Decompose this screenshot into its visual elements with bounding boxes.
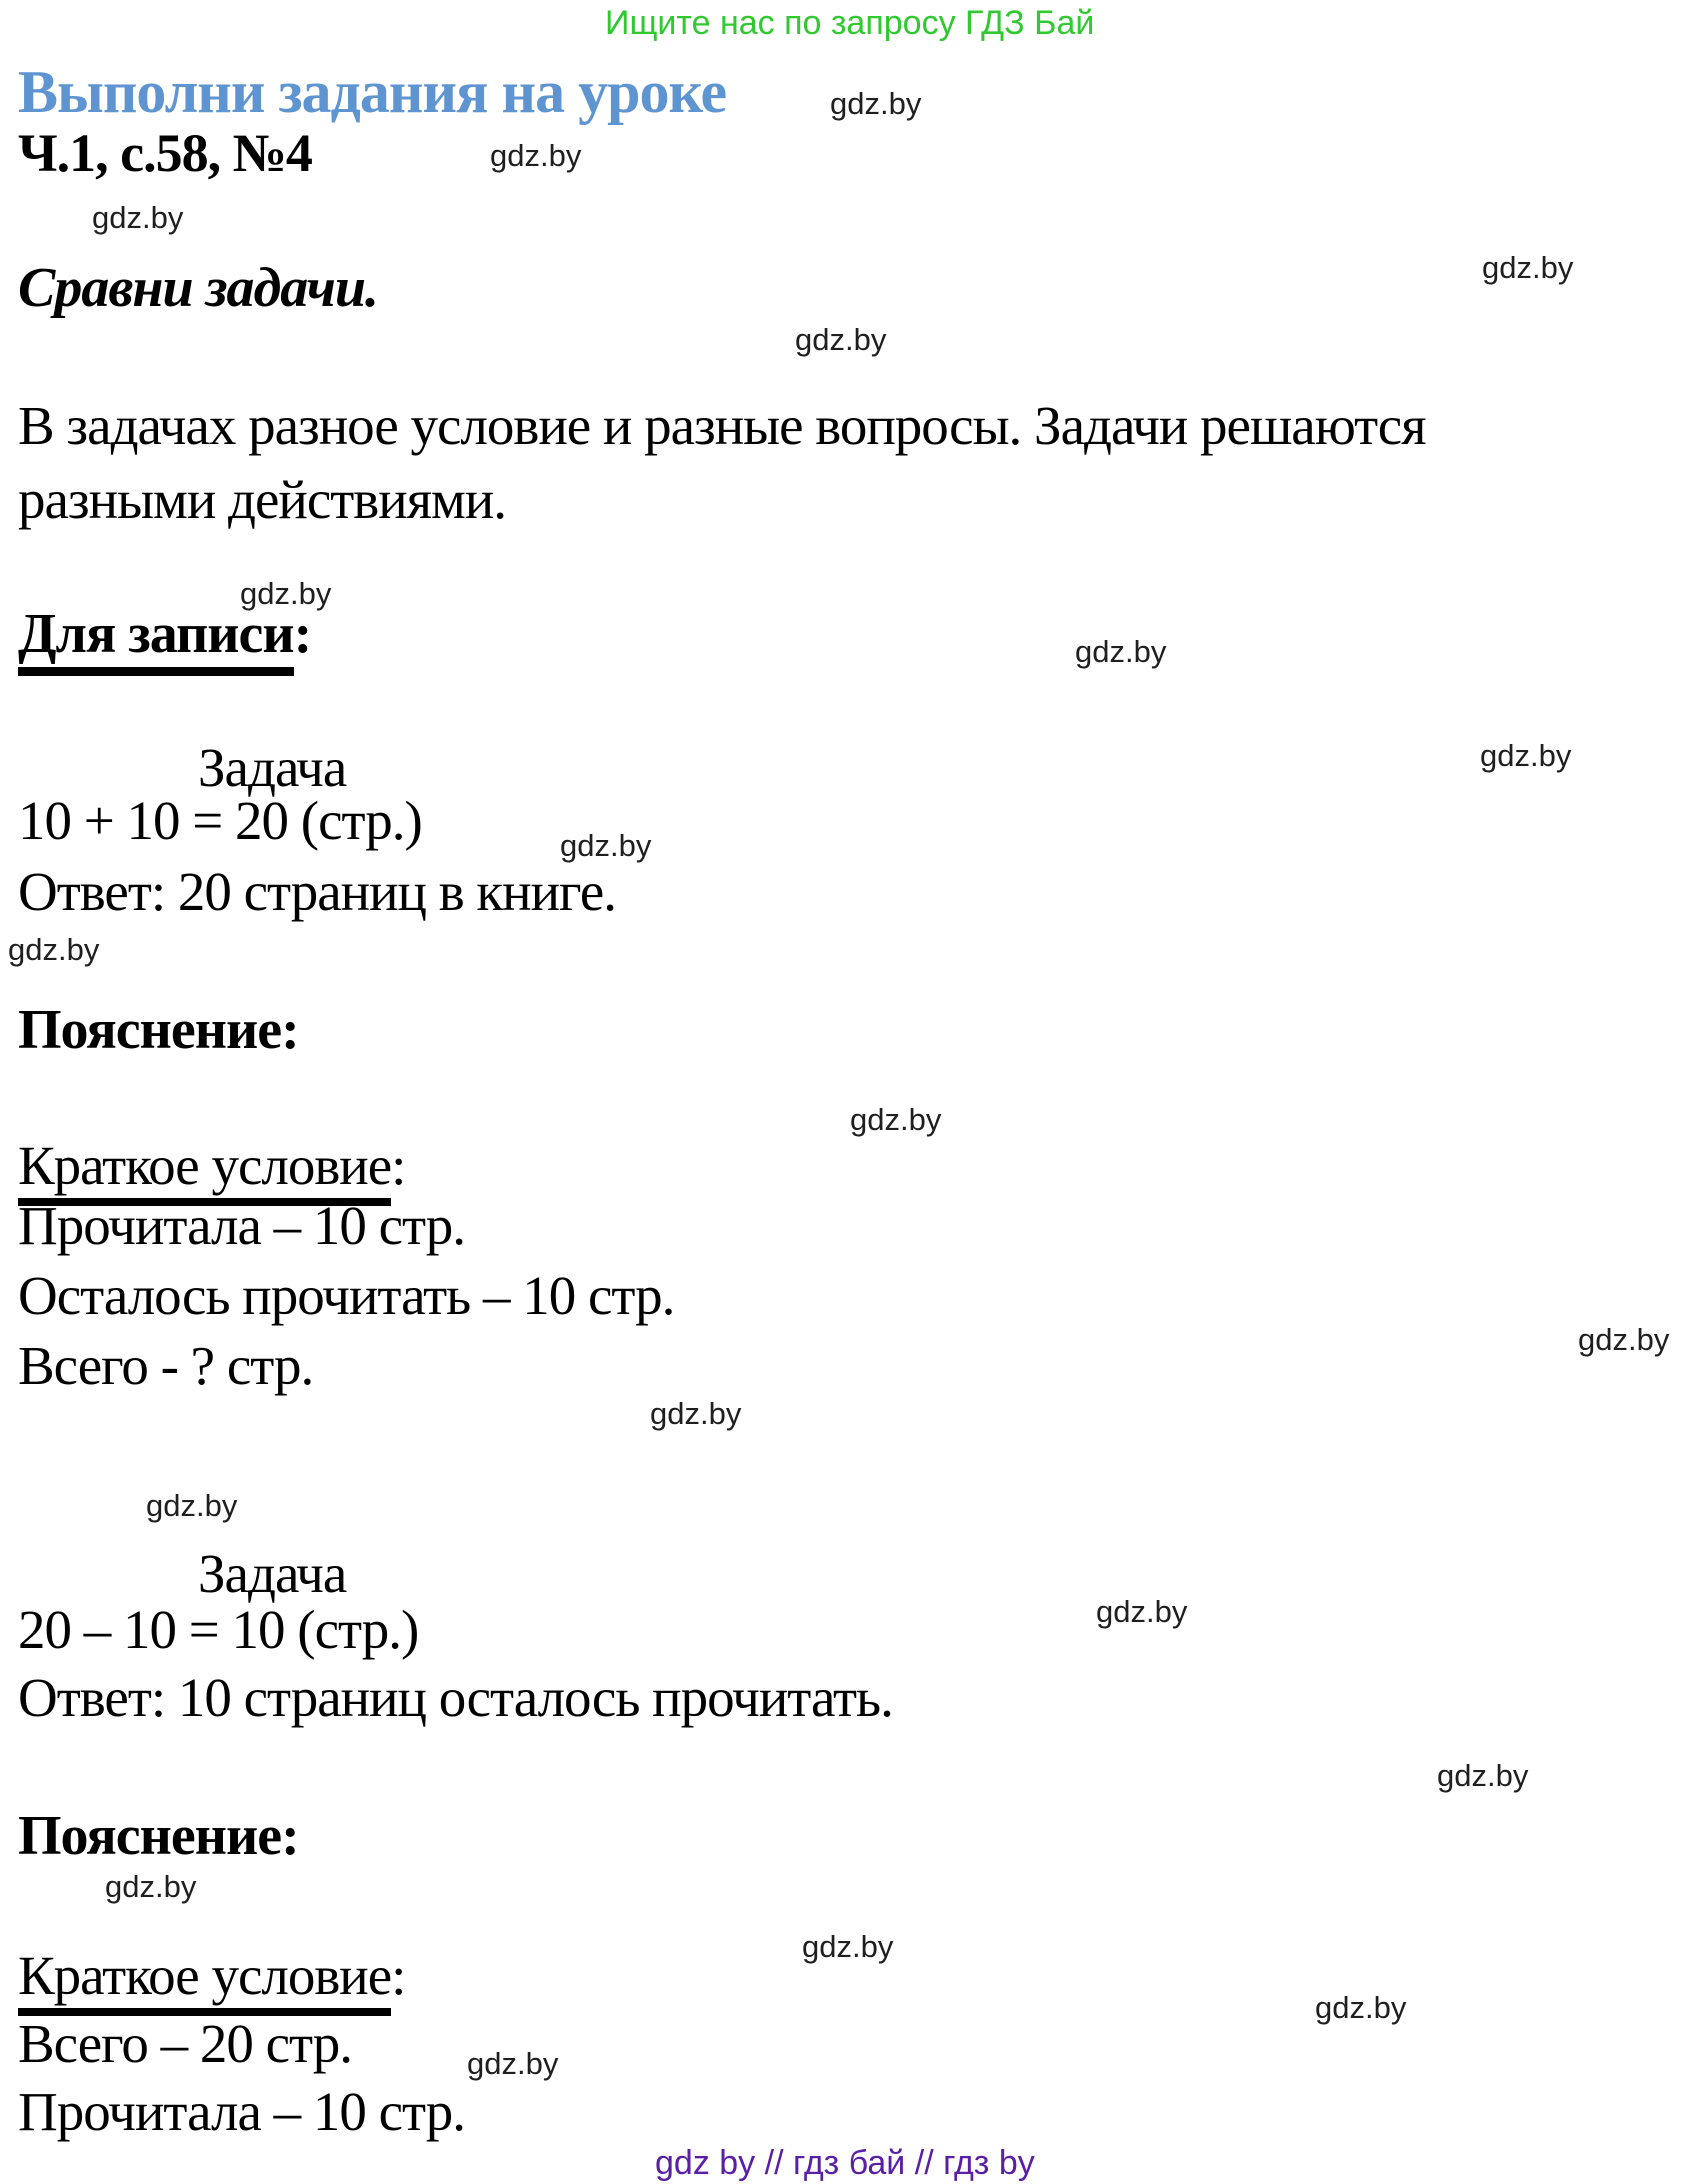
conclusion-line: разными действиями.: [18, 469, 506, 530]
promo-banner: Ищите нас по запросу ГДЗ Бай: [605, 4, 1095, 42]
gdz-watermark: gdz.by: [1437, 1758, 1529, 1793]
short-condition-colon: :: [391, 1945, 406, 2006]
gdz-watermark: gdz.by: [1075, 634, 1167, 669]
explanation-label: Пояснение:: [18, 999, 299, 1061]
conclusion-line: В задачах разное условие и разные вопросы. Задачи решаются: [18, 395, 1426, 456]
task-label: Задача: [198, 1543, 347, 1604]
record-label-text: Для записи: [18, 606, 294, 676]
condition-line: Всего - ? стр.: [18, 1335, 314, 1396]
gdz-watermark: gdz.by: [1096, 1594, 1188, 1629]
gdz-watermark: gdz.by: [802, 1929, 894, 1964]
gdz-watermark: gdz.by: [240, 576, 332, 611]
equation-line: 20 – 10 = 10 (стр.): [18, 1599, 419, 1660]
condition-line: Осталось прочитать – 10 стр.: [18, 1265, 675, 1326]
gdz-watermark: gdz.by: [795, 322, 887, 357]
gdz-watermark: gdz.by: [490, 138, 582, 173]
gdz-watermark: gdz.by: [560, 828, 652, 863]
book-reference: Ч.1, с.58, №4: [18, 123, 312, 183]
condition-line: Прочитала – 10 стр.: [18, 2081, 465, 2142]
gdz-watermark: gdz.by: [467, 2046, 559, 2081]
short-condition-text: Краткое условие: [18, 1138, 391, 1206]
footer-watermark: gdz by // гдз бай // гдз by: [655, 2144, 1035, 2182]
condition-line: Прочитала – 10 стр.: [18, 1195, 465, 1256]
gdz-watermark: gdz.by: [830, 86, 922, 121]
gdz-watermark: gdz.by: [105, 1869, 197, 1904]
gdz-watermark: gdz.by: [8, 932, 100, 967]
record-label: [18, 603, 312, 676]
gdz-watermark: gdz.by: [92, 200, 184, 235]
short-condition-colon: :: [391, 1135, 406, 1196]
short-condition-text: Краткое условие: [18, 1948, 391, 2016]
gdz-watermark: gdz.by: [650, 1396, 742, 1431]
explanation-label: Пояснение:: [18, 1805, 299, 1867]
gdz-watermark: gdz.by: [146, 1488, 238, 1523]
page-title: Выполни задания на уроке: [18, 59, 727, 125]
gdz-watermark: gdz.by: [1482, 250, 1574, 285]
compare-tasks-heading: Сравни задачи.: [18, 257, 379, 319]
gdz-watermark: gdz.by: [1578, 1322, 1670, 1357]
gdz-watermark: gdz.by: [1480, 738, 1572, 773]
record-label-colon: :: [293, 603, 312, 665]
gdz-watermark: gdz.by: [850, 1102, 942, 1137]
answer-line: Ответ: 10 страниц осталось прочитать.: [18, 1667, 893, 1728]
gdz-watermark: gdz.by: [1315, 1990, 1407, 2025]
short-condition-label: [18, 1945, 406, 2016]
condition-line: Всего – 20 стр.: [18, 2013, 352, 2074]
answer-line: Ответ: 20 страниц в книге.: [18, 861, 617, 922]
equation-line: 10 + 10 = 20 (стр.): [18, 790, 422, 851]
task-label: Задача: [198, 737, 347, 798]
